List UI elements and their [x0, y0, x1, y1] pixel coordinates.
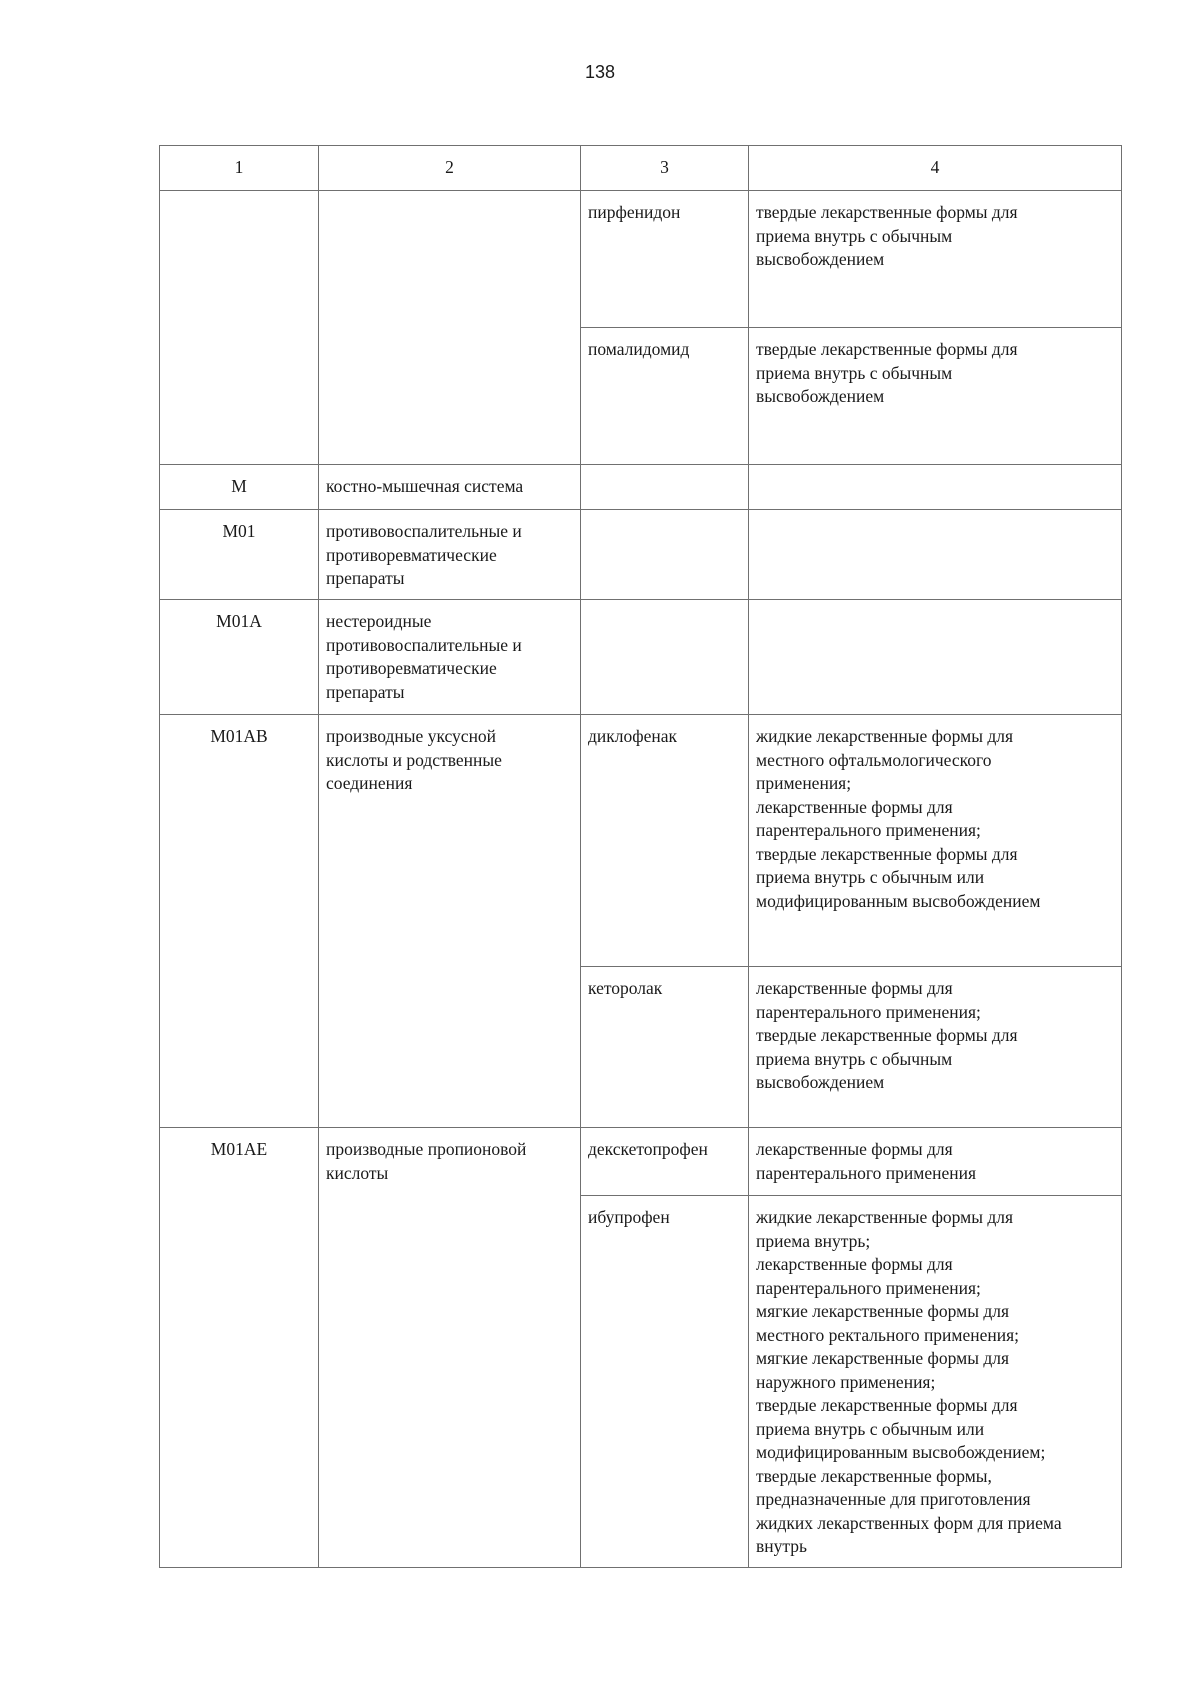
dosage-forms-cell: твердые лекарственные формы для приема внутрь с обычным высвобождением: [749, 328, 1122, 465]
column-header-4: 4: [749, 146, 1122, 191]
table-row: [160, 715, 1122, 967]
drug-name-cell: помалидомид: [581, 328, 749, 465]
column-header-1: 1: [160, 146, 319, 191]
group-name-cell: противовоспалительные и противоревматические препараты: [319, 510, 581, 600]
dosage-forms-cell: жидкие лекарственные формы для местного офтальмологического применения; лекарственные формы для парентерального применения; твердые лекарственные формы для приема внутрь с обычным или модифицированным высвобождением: [749, 715, 1122, 967]
drug-name-cell: декскетопрофен: [581, 1128, 749, 1196]
atc-code-cell: M: [160, 465, 319, 510]
table-row: [160, 600, 1122, 715]
group-name-cell: костно-мышечная система: [319, 465, 581, 510]
atc-code-cell: M01: [160, 510, 319, 600]
dosage-forms-cell: [749, 465, 1122, 510]
group-name-cell: нестероидные противовоспалительные и противоревматические препараты: [319, 600, 581, 715]
table-row: [160, 465, 1122, 510]
table-row: [160, 191, 1122, 328]
atc-code-cell: M01A: [160, 600, 319, 715]
empty-group-cell: [319, 191, 581, 465]
drug-name-cell: кеторолак: [581, 967, 749, 1128]
group-name-cell: производные пропионовой кислоты: [319, 1128, 581, 1568]
table-header-row: [160, 146, 1122, 191]
table-row: [160, 510, 1122, 600]
drug-classification-table: [159, 145, 1122, 1568]
dosage-forms-cell: жидкие лекарственные формы для приема внутрь; лекарственные формы для парентерального применения; мягкие лекарственные формы для местного ректального применения; мягкие лекарственные формы для наружного применения; твердые лекарственные формы для приема внутрь с обычным или модифицированным высвобождением; твердые лекарственные формы, предназначенные для приготовления жидких лекарственных форм для приема внутрь: [749, 1196, 1122, 1568]
drug-name-cell: [581, 510, 749, 600]
dosage-forms-cell: [749, 510, 1122, 600]
page-number: 138: [584, 62, 616, 82]
drug-name-cell: [581, 600, 749, 715]
column-header-2: 2: [319, 146, 581, 191]
drug-name-cell: диклофенак: [581, 715, 749, 967]
drug-name-cell: ибупрофен: [581, 1196, 749, 1568]
atc-code-cell: M01AE: [160, 1128, 319, 1568]
dosage-forms-cell: лекарственные формы для парентерального применения: [749, 1128, 1122, 1196]
drug-name-cell: пирфенидон: [581, 191, 749, 328]
table-row: [160, 1128, 1122, 1196]
column-header-3: 3: [581, 146, 749, 191]
dosage-forms-cell: лекарственные формы для парентерального применения; твердые лекарственные формы для приема внутрь с обычным высвобождением: [749, 967, 1122, 1128]
atc-code-cell: M01AB: [160, 715, 319, 1128]
dosage-forms-cell: [749, 600, 1122, 715]
empty-code-cell: [160, 191, 319, 465]
drug-name-cell: [581, 465, 749, 510]
group-name-cell: производные уксусной кислоты и родственные соединения: [319, 715, 581, 1128]
dosage-forms-cell: твердые лекарственные формы для приема внутрь с обычным высвобождением: [749, 191, 1122, 328]
